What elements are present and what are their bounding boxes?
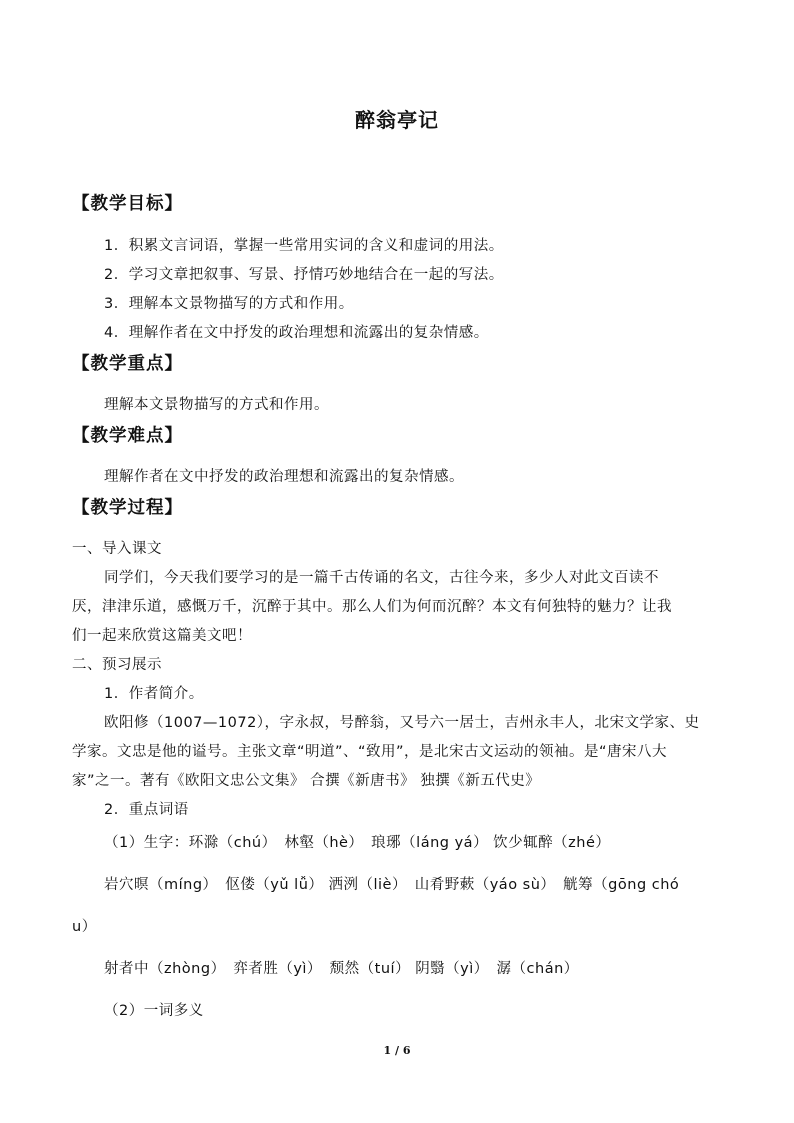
difficulty-heading: 【教学难点】 [72, 426, 183, 446]
author-line-2: 学家。文忠是他的谥号。主张文章“明道”、“致用”，是北宋古文运动的领袖。是“唐宋八大 [72, 744, 668, 760]
polysemy-title: （2）一词多义 [104, 1003, 204, 1019]
vocab-line-2: 岩穴暝（míng） 伛偻（yǔ lǚ） 洒洌（liè） 山肴野蔌（yáo sù） 觥筹（gōng chó [104, 877, 680, 893]
vocab-line-1: （1）生字：环滁（chú） 林壑（hè） 琅琊（láng yá） 饮少辄醉（zhé） [104, 835, 611, 851]
intro-line-3: 们一起来欣赏这篇美文吧！ [72, 628, 252, 644]
process-heading: 【教学过程】 [72, 498, 183, 518]
vocab-line-3: 射者中（zhòng） 弈者胜（yì） 颓然（tuí） 阴翳（yì） 潺（chán） [104, 961, 579, 977]
intro-line-2: 厌，津津乐道，感慨万千，沉醉于其中。那么人们为何而沉醉？本文有何独特的魅力？让我 [72, 599, 672, 615]
vocab-title: 2．重点词语 [104, 802, 189, 818]
goals-heading: 【教学目标】 [72, 194, 183, 214]
key-points-text: 理解本文景物描写的方式和作用。 [104, 397, 329, 413]
vocab-line-2-wrap: u） [72, 919, 97, 935]
key-points-heading: 【教学重点】 [72, 354, 183, 374]
page-title: 醉翁亭记 [355, 108, 439, 132]
intro-line-1: 同学们，今天我们要学习的是一篇千古传诵的名文，古往今来，多少人对此文百读不 [104, 570, 659, 586]
difficulty-text: 理解作者在文中抒发的政治理想和流露出的复杂情感。 [104, 469, 464, 485]
goal-item-1: 1．积累文言词语，掌握一些常用实词的含义和虚词的用法。 [104, 238, 504, 254]
goal-item-3: 3．理解本文景物描写的方式和作用。 [104, 296, 354, 312]
author-line-3: 家”之一。著有《欧阳文忠公文集》 合撰《新唐书》 独撰《新五代史》 [72, 773, 541, 789]
preview-title: 二、预习展示 [72, 657, 162, 673]
author-line-1: 欧阳修（1007—1072），字永叔，号醉翁，又号六一居士，吉州永丰人，北宋文学家、史 [104, 715, 700, 731]
goal-item-4: 4．理解作者在文中抒发的政治理想和流露出的复杂情感。 [104, 325, 489, 341]
intro-title: 一、导入课文 [72, 541, 162, 557]
goal-item-2: 2．学习文章把叙事、写景、抒情巧妙地结合在一起的写法。 [104, 267, 504, 283]
page-number: 1 / 6 [383, 1044, 411, 1057]
author-title: 1．作者简介。 [104, 686, 204, 702]
